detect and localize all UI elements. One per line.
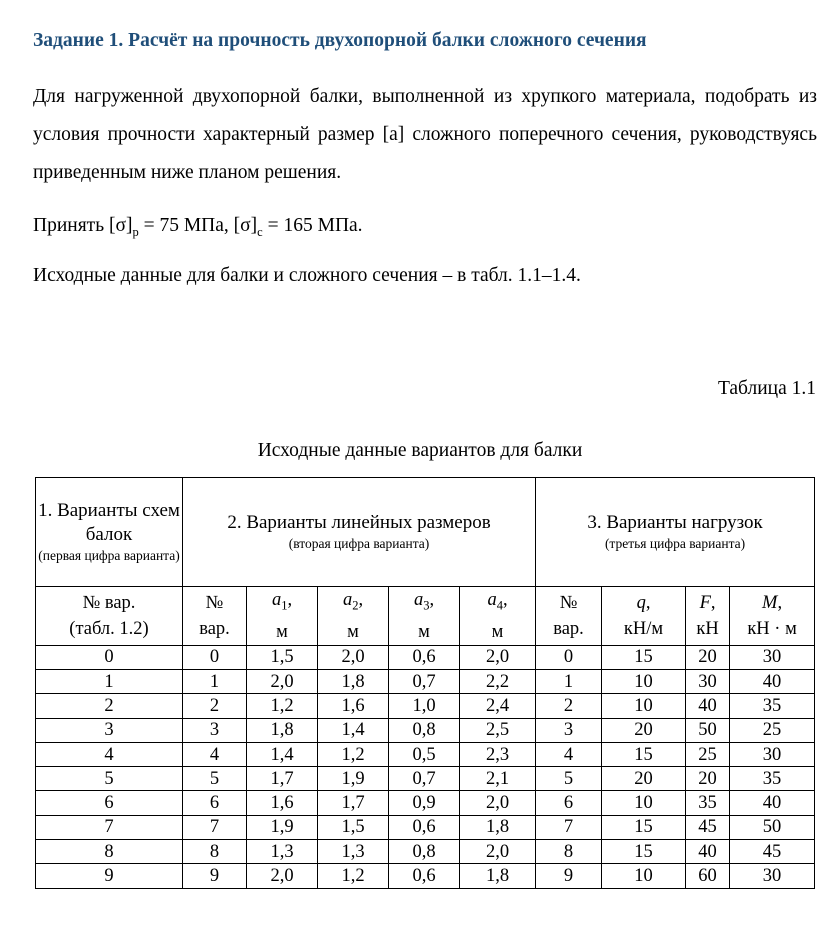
group-header-loads	[536, 478, 815, 587]
table-cell: 1,5	[318, 815, 389, 839]
table-cell: 0	[536, 645, 602, 669]
table-cell: 1,6	[318, 694, 389, 718]
table-row	[36, 840, 815, 864]
table-cell: 1,3	[318, 840, 389, 864]
table-cell: 9	[36, 864, 183, 888]
col-header-load-no	[536, 587, 602, 646]
col-header-line: (табл. 1.2)	[69, 618, 149, 639]
col-punct: ,	[777, 592, 783, 613]
table-cell: 2,2	[460, 669, 536, 693]
table-cell: 4	[536, 742, 602, 766]
table-row	[36, 791, 815, 815]
table-cell: 40	[730, 669, 815, 693]
col-punct: ,	[502, 590, 508, 610]
table-cell: 45	[730, 840, 815, 864]
col-punct: ,	[645, 592, 651, 613]
table-cell: 45	[686, 815, 730, 839]
table-cell: 2,0	[460, 840, 536, 864]
col-header-line: №	[205, 592, 224, 613]
col-header-line: №	[559, 592, 578, 613]
group-header-row	[36, 478, 815, 587]
table-cell: 1,7	[318, 791, 389, 815]
params-eq2: = 165 МПа.	[262, 215, 363, 236]
col-header-M	[730, 587, 815, 646]
col-symbol: a	[487, 590, 497, 610]
col-unit: м	[418, 621, 430, 642]
table-cell: 4	[36, 742, 183, 766]
group-note: (первая цифра варианта)	[38, 548, 180, 563]
col-unit: кН · м	[747, 618, 797, 639]
col-unit: м	[347, 621, 359, 642]
table-row	[36, 669, 815, 693]
col-symbol: M	[762, 592, 778, 613]
table-cell: 0	[36, 645, 183, 669]
col-header-dim-no	[183, 587, 247, 646]
table-cell: 2	[36, 694, 183, 718]
table-cell: 30	[730, 864, 815, 888]
col-unit: м	[491, 621, 504, 642]
table-cell: 1	[536, 669, 602, 693]
table-cell: 8	[36, 840, 183, 864]
col-header-line	[318, 587, 388, 619]
col-header-line	[730, 590, 814, 616]
col-header-a3	[389, 587, 460, 646]
table-cell: 1,7	[247, 767, 318, 791]
table-cell: 0,7	[389, 767, 460, 791]
table-cell: 1,2	[318, 864, 389, 888]
col-punct: ,	[358, 590, 364, 610]
table-cell: 10	[602, 669, 686, 693]
table-title: Исходные данные вариантов для балки	[257, 440, 583, 461]
table-cell: 0	[183, 645, 247, 669]
table-cell: 0,8	[389, 718, 460, 742]
table-row	[36, 694, 815, 718]
group-note: (третья цифра варианта)	[604, 536, 746, 551]
table-cell: 35	[686, 791, 730, 815]
table-cell: 0,5	[389, 742, 460, 766]
table-cell: 1,8	[247, 718, 318, 742]
table-cell: 20	[686, 767, 730, 791]
table-cell: 1	[36, 669, 183, 693]
col-unit: м	[276, 621, 288, 642]
table-cell: 15	[602, 645, 686, 669]
params-prefix: Принять [σ]	[33, 215, 133, 236]
col-symbol: a	[271, 590, 282, 610]
table-cell: 0,9	[389, 791, 460, 815]
group-header-dimensions	[183, 478, 536, 587]
table-cell: 20	[602, 718, 686, 742]
table-cell: 1,5	[247, 645, 318, 669]
task-description: Для нагруженной двухопорной балки, выполненной из хрупкого материала, подобрать из условия прочности характерный размер [а] сложного поперечного сечения, руководствуясь приведенным ниже планом решения.	[33, 86, 817, 183]
column-header-row	[36, 587, 815, 646]
table-cell: 3	[183, 718, 247, 742]
table-cell: 1,8	[460, 864, 536, 888]
table-row	[36, 742, 815, 766]
table-cell: 5	[183, 767, 247, 791]
col-header-line	[686, 590, 729, 616]
table-cell: 1,9	[247, 815, 318, 839]
table-cell: 2,0	[318, 645, 389, 669]
table-cell: 6	[36, 791, 183, 815]
data-source-note: Исходные данные для балки и сложного сечения – в табл. 1.1–1.4.	[33, 265, 581, 286]
col-punct: ,	[287, 590, 293, 610]
table-cell: 2,0	[460, 791, 536, 815]
group-title: 2. Варианты линейных размеров	[227, 512, 491, 533]
table-cell: 8	[536, 840, 602, 864]
table-cell: 7	[183, 815, 247, 839]
table-body	[36, 478, 815, 889]
table-cell: 4	[183, 742, 247, 766]
table-cell: 1,2	[318, 742, 389, 766]
params-eq1: = 75 МПа, [σ]	[138, 215, 258, 236]
table-cell: 7	[36, 815, 183, 839]
table-cell: 40	[686, 694, 730, 718]
table-row	[36, 864, 815, 888]
col-header-q	[602, 587, 686, 646]
stress-parameters	[33, 215, 363, 240]
table-cell: 2	[183, 694, 247, 718]
col-symbol: q	[636, 592, 646, 613]
table-row	[36, 815, 815, 839]
table-cell: 5	[536, 767, 602, 791]
table-cell: 30	[730, 645, 815, 669]
col-header-a4	[460, 587, 536, 646]
col-header-a1	[247, 587, 318, 646]
col-header-line	[460, 587, 535, 619]
group-header-schemes	[36, 478, 183, 587]
group-note: (вторая цифра варианта)	[288, 536, 430, 551]
table-cell: 2,1	[460, 767, 536, 791]
col-symbol: a	[342, 590, 353, 610]
col-punct: ,	[710, 592, 716, 613]
col-symbol: F	[699, 592, 711, 613]
table-cell: 6	[183, 791, 247, 815]
col-subscript: 1	[281, 598, 288, 613]
table-cell: 50	[686, 718, 730, 742]
col-header-a2	[318, 587, 389, 646]
table-cell: 40	[686, 840, 730, 864]
col-header-F	[686, 587, 730, 646]
table-cell: 1,0	[389, 694, 460, 718]
table-cell: 2,0	[247, 864, 318, 888]
col-header-line: вар.	[553, 618, 584, 639]
task-title: Задание 1. Расчёт на прочность двухопорной балки сложного сечения	[33, 30, 647, 51]
table-cell: 25	[686, 742, 730, 766]
table-cell: 2,3	[460, 742, 536, 766]
table-cell: 40	[730, 791, 815, 815]
col-header-variant	[36, 587, 183, 646]
table-number: Таблица 1.1	[717, 378, 816, 399]
col-punct: ,	[429, 590, 435, 610]
table-cell: 2,0	[247, 669, 318, 693]
table-cell: 15	[602, 840, 686, 864]
table-cell: 5	[36, 767, 183, 791]
table-cell: 10	[602, 791, 686, 815]
table-cell: 1,2	[247, 694, 318, 718]
table-cell: 3	[36, 718, 183, 742]
col-header-line: вар.	[199, 618, 230, 639]
table-cell: 9	[183, 864, 247, 888]
table-cell: 10	[602, 864, 686, 888]
table-cell: 1,3	[247, 840, 318, 864]
col-header-line	[602, 590, 685, 616]
table-cell: 10	[602, 694, 686, 718]
table-cell: 9	[536, 864, 602, 888]
table-cell: 2,5	[460, 718, 536, 742]
table-cell: 1,8	[460, 815, 536, 839]
col-subscript: 4	[496, 598, 503, 613]
col-unit: кН	[696, 618, 719, 639]
table-cell: 50	[730, 815, 815, 839]
params-sub-c: с	[257, 224, 263, 239]
table-cell: 8	[183, 840, 247, 864]
table-cell: 35	[730, 694, 815, 718]
col-header-line	[389, 587, 459, 619]
table-cell: 1,8	[318, 669, 389, 693]
params-sub-p: р	[132, 224, 139, 239]
table-cell: 1,4	[247, 742, 318, 766]
table-cell: 0,6	[389, 815, 460, 839]
col-header-line: № вар.	[82, 592, 136, 613]
table-cell: 20	[686, 645, 730, 669]
table-cell: 15	[602, 742, 686, 766]
table-cell: 0,6	[389, 864, 460, 888]
table-cell: 6	[536, 791, 602, 815]
table-cell: 2,0	[460, 645, 536, 669]
table-cell: 0,7	[389, 669, 460, 693]
col-symbol: a	[413, 590, 424, 610]
table-cell: 1,6	[247, 791, 318, 815]
table-cell: 0,8	[389, 840, 460, 864]
table-cell: 7	[536, 815, 602, 839]
table-cell: 30	[730, 742, 815, 766]
table-cell: 0,6	[389, 645, 460, 669]
table-cell: 20	[602, 767, 686, 791]
table-cell: 35	[730, 767, 815, 791]
table-cell: 3	[536, 718, 602, 742]
table-cell: 2,4	[460, 694, 536, 718]
col-header-line	[247, 587, 317, 619]
group-title: 3. Варианты нагрузок	[587, 512, 763, 533]
variants-table	[35, 477, 815, 889]
table-cell: 2	[536, 694, 602, 718]
table-cell: 30	[686, 669, 730, 693]
table-row	[36, 645, 815, 669]
table-row	[36, 767, 815, 791]
table-cell: 1	[183, 669, 247, 693]
table-cell: 15	[602, 815, 686, 839]
group-title: 1. Варианты схем балок	[38, 500, 180, 545]
col-subscript: 3	[423, 598, 430, 613]
col-unit: кН/м	[623, 618, 664, 639]
table-cell: 60	[686, 864, 730, 888]
col-subscript: 2	[352, 598, 359, 613]
table-cell: 1,9	[318, 767, 389, 791]
table-row	[36, 718, 815, 742]
table-cell: 1,4	[318, 718, 389, 742]
table-cell: 25	[730, 718, 815, 742]
